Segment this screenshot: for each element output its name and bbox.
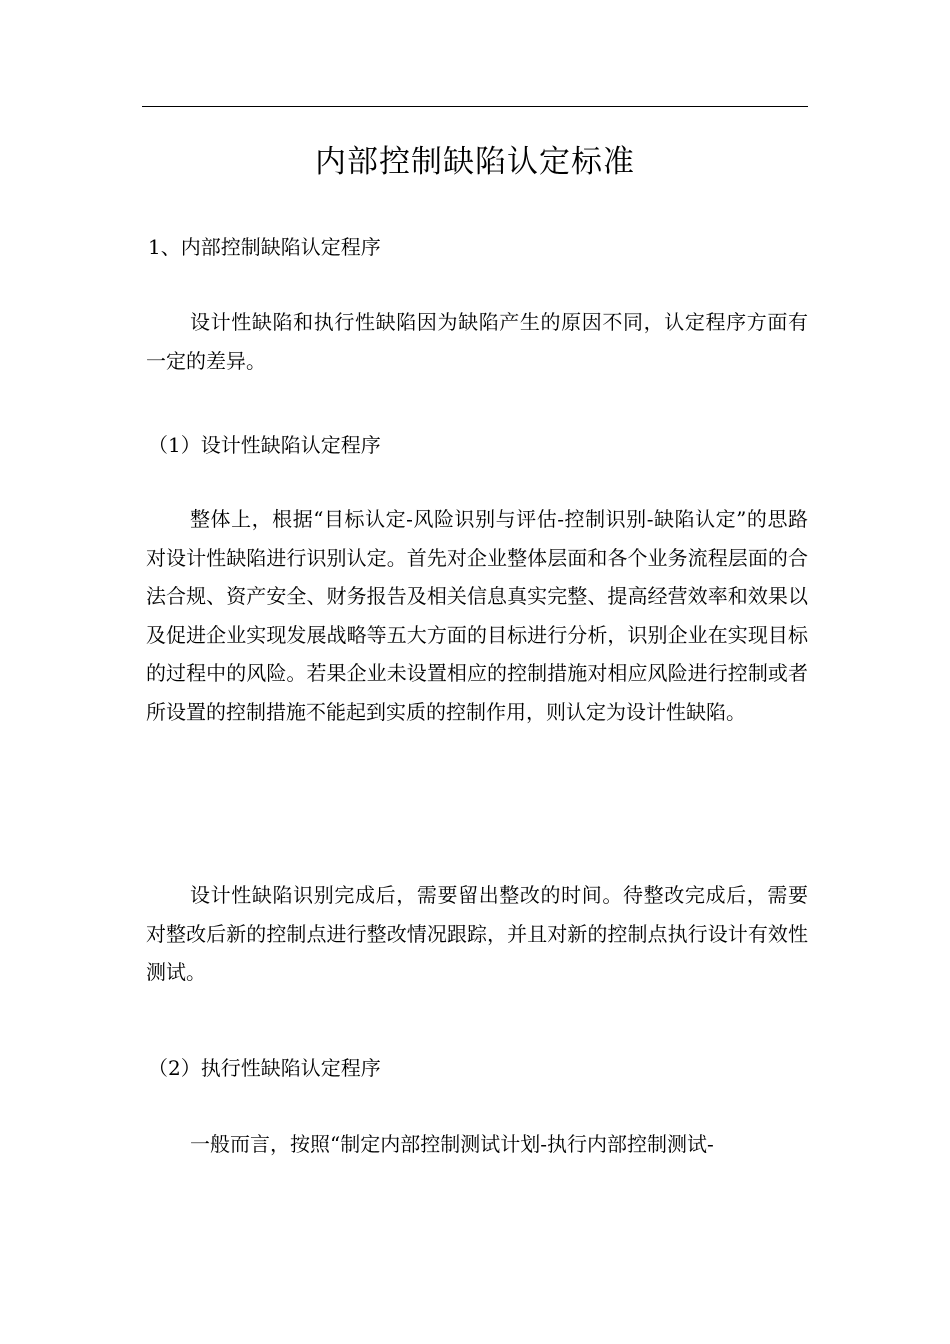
subsection-heading-design: （1）设计性缺陷认定程序: [148, 433, 381, 457]
paragraph-design-defect-1: 整体上，根据“目标认定-风险识别与评估-控制识别-缺陷认定”的思路对设计性缺陷进行识别认定。首先对企业整体层面和各个业务流程层面的合法合规、资产安全、财务报告及相关信息真实完整、提高经营效率和效果以及促进企业实现发展战略等五大方面的目标进行分析，识别企业在实现目标的过程中的风险。若果企业未设置相应的控制措施对相应风险进行控制或者所设置的控制措施不能起到实质的控制作用，则认定为设计性缺陷。: [146, 507, 808, 724]
section-heading-1: 1、内部控制缺陷认定程序: [148, 235, 381, 259]
paragraph-execution-defect-1: 一般而言，按照“制定内部控制测试计划-执行内部控制测试-: [190, 1132, 714, 1156]
subsection-heading-execution: （2）执行性缺陷认定程序: [148, 1056, 381, 1080]
paragraph-intro: 设计性缺陷和执行性缺陷因为缺陷产生的原因不同，认定程序方面有一定的差异。: [146, 310, 808, 373]
header-rule: [142, 106, 808, 107]
paragraph-design-defect-2: 设计性缺陷识别完成后，需要留出整改的时间。待整改完成后，需要对整改后新的控制点进行整改情况跟踪，并且对新的控制点执行设计有效性测试。: [146, 883, 808, 984]
document-title: 内部控制缺陷认定标准: [315, 144, 635, 180]
